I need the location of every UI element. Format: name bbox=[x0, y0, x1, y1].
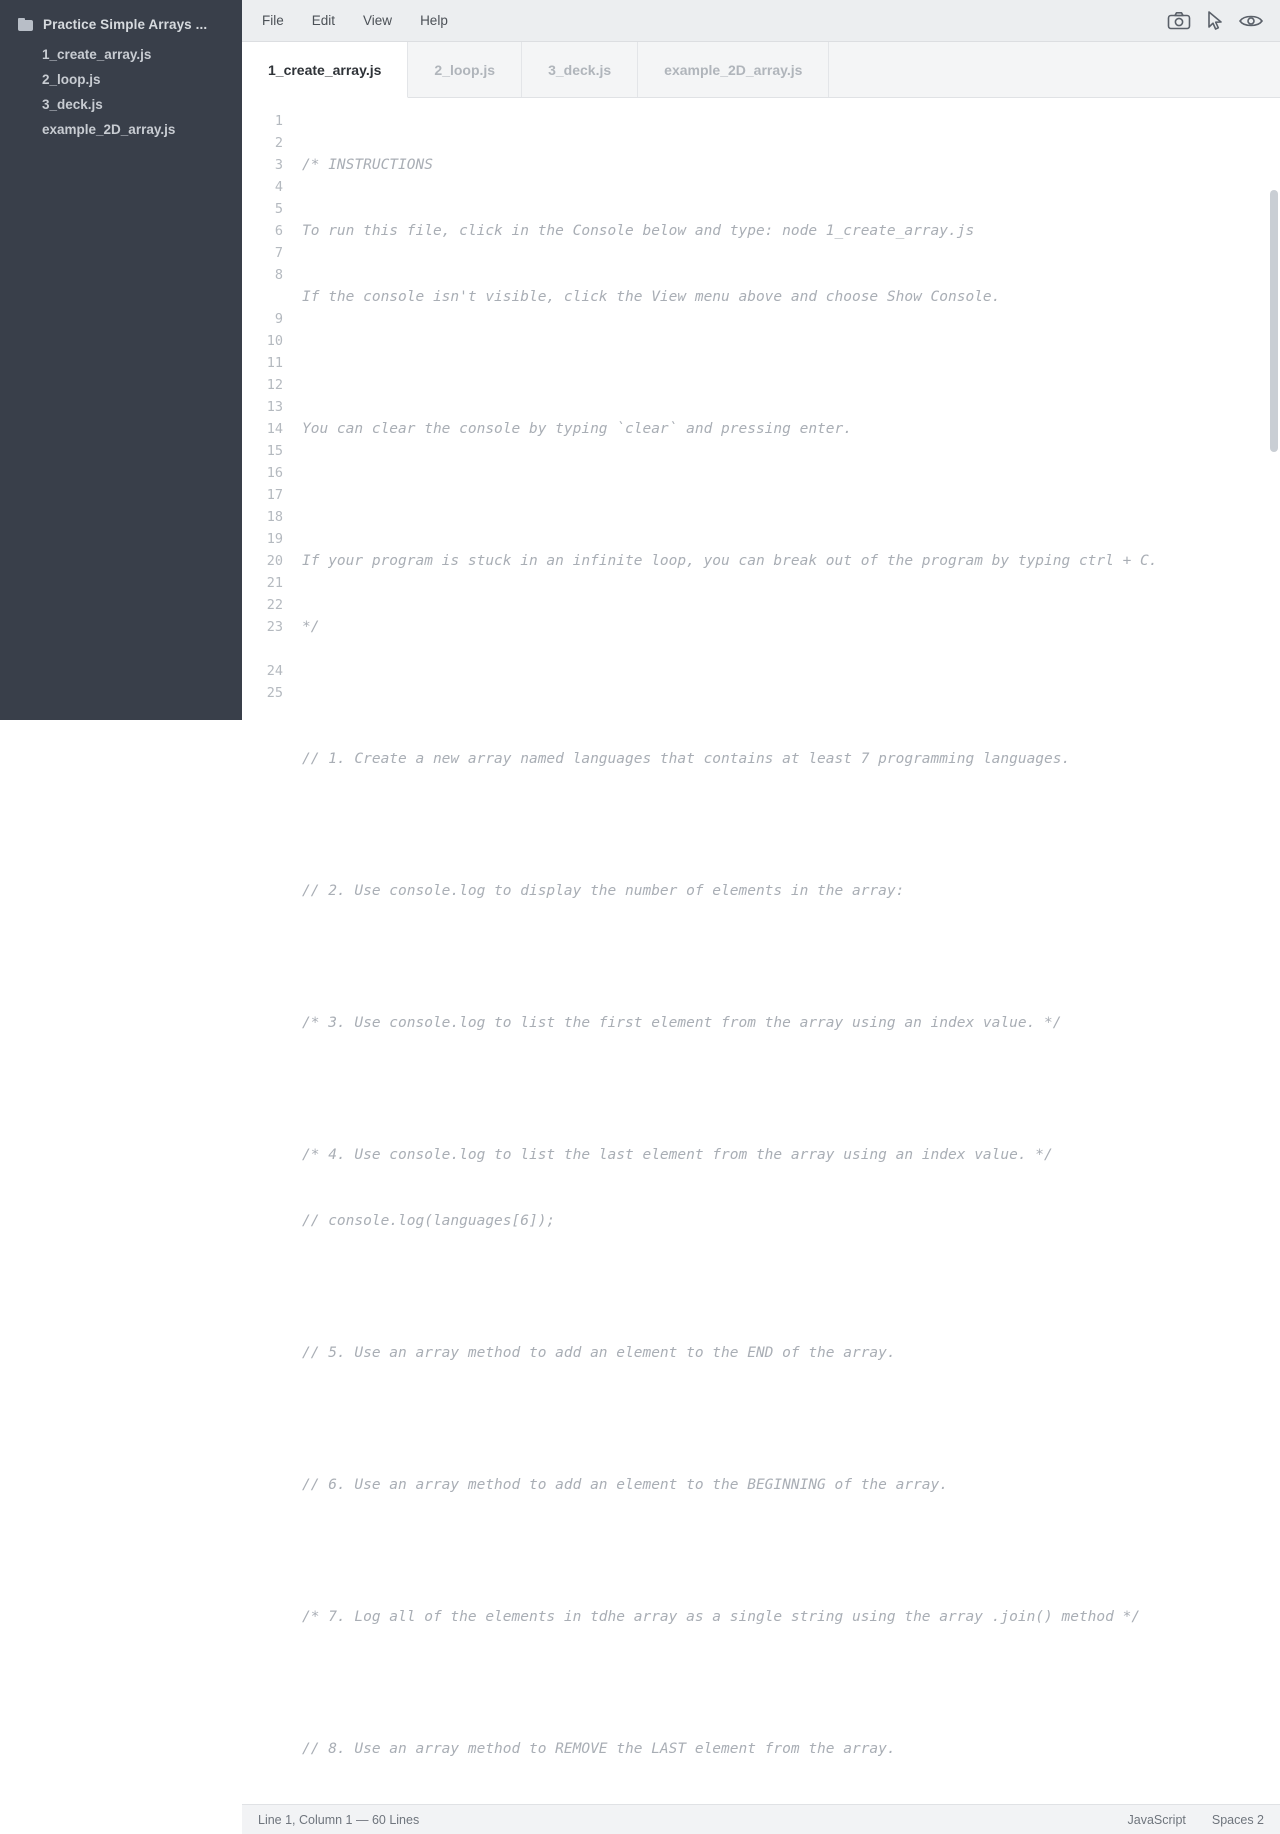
cursor-position: Line 1, Column 1 — 60 Lines bbox=[258, 1812, 420, 1827]
camera-icon[interactable] bbox=[1164, 7, 1194, 35]
code-line bbox=[302, 352, 1250, 374]
status-bar bbox=[242, 1804, 1280, 1834]
sidebar bbox=[0, 0, 242, 720]
menu-help[interactable]: Help bbox=[420, 13, 448, 28]
line-number: 13 bbox=[266, 399, 283, 415]
line-number: 19 bbox=[266, 531, 283, 547]
code-line: // 2. Use console.log to display the number of elements in the array: bbox=[302, 883, 905, 899]
line-number: 25 bbox=[266, 685, 283, 701]
code-line bbox=[302, 946, 1250, 968]
menu-edit[interactable]: Edit bbox=[311, 13, 336, 28]
line-number: 6 bbox=[274, 223, 283, 239]
indent-setting[interactable]: Spaces 2 bbox=[1211, 1812, 1264, 1827]
tab-bar bbox=[242, 42, 1280, 98]
code-line: // 6. Use an array method to add an element to the BEGINNING of the array. bbox=[302, 1477, 949, 1493]
line-number-gutter bbox=[242, 98, 292, 1804]
line-number: 4 bbox=[274, 179, 283, 195]
code-line bbox=[302, 814, 1250, 836]
main-area bbox=[242, 0, 1280, 1827]
tab-1-create-array[interactable]: 1_create_array.js bbox=[242, 42, 408, 98]
line-number: 15 bbox=[266, 443, 283, 459]
line-number: 18 bbox=[266, 509, 283, 525]
code-line: // console.log(languages[6]); bbox=[302, 1213, 556, 1229]
line-number: 3 bbox=[274, 157, 283, 173]
tab-3-deck[interactable]: 3_deck.js bbox=[522, 42, 638, 97]
line-number: 20 bbox=[266, 553, 283, 569]
folder-icon bbox=[18, 19, 33, 31]
editor-scrollbar-thumb[interactable] bbox=[1270, 190, 1278, 452]
line-number: 2 bbox=[274, 135, 283, 151]
line-number: 10 bbox=[266, 333, 283, 349]
line-number: 1 bbox=[274, 113, 283, 129]
cursor-icon[interactable] bbox=[1200, 7, 1230, 35]
tab-bar-filler bbox=[829, 42, 1280, 97]
code-line bbox=[302, 484, 1250, 506]
sidebar-item-2-loop[interactable]: 2_loop.js bbox=[42, 72, 101, 87]
code-line: /* INSTRUCTIONS bbox=[302, 157, 433, 173]
editor-scrollbar[interactable] bbox=[1270, 102, 1278, 672]
code-text[interactable] bbox=[292, 98, 1280, 1804]
project-name: Practice Simple Arrays ... bbox=[43, 17, 208, 32]
menu-file[interactable]: File bbox=[262, 13, 284, 28]
sidebar-item-3-deck[interactable]: 3_deck.js bbox=[42, 97, 103, 112]
sidebar-item-example-2d-array[interactable]: example_2D_array.js bbox=[42, 122, 176, 137]
line-number: 9 bbox=[274, 311, 283, 327]
line-number: 12 bbox=[266, 377, 283, 393]
tab-example-2d-array[interactable]: example_2D_array.js bbox=[638, 42, 829, 97]
code-line bbox=[302, 1276, 1250, 1298]
code-line: // 8. Use an array method to REMOVE the LAST element from the array. bbox=[302, 1741, 896, 1757]
menu-view[interactable]: View bbox=[363, 13, 393, 28]
code-line: // 1. Create a new array named languages that contains at least 7 programming languages. bbox=[302, 751, 1071, 767]
line-number: 24 bbox=[266, 663, 283, 679]
line-number: 22 bbox=[266, 597, 283, 613]
language-mode[interactable]: JavaScript bbox=[1127, 1812, 1186, 1827]
line-number: 5 bbox=[274, 201, 283, 217]
sidebar-item-1-create-array[interactable]: 1_create_array.js bbox=[42, 47, 152, 62]
line-number: 17 bbox=[266, 487, 283, 503]
line-number: 16 bbox=[266, 465, 283, 481]
code-line: You can clear the console by typing `clear` and pressing enter. bbox=[302, 421, 852, 437]
code-line bbox=[302, 1672, 1250, 1694]
code-editor[interactable] bbox=[242, 98, 1280, 1804]
eye-icon[interactable] bbox=[1236, 7, 1266, 35]
code-line: If your program is stuck in an infinite loop, you can break out of the program by typing ctrl + C. bbox=[302, 553, 1158, 569]
code-line bbox=[302, 682, 1250, 704]
line-number: 14 bbox=[266, 421, 283, 437]
line-number: 21 bbox=[266, 575, 283, 591]
code-line: If the console isn't visible, click the View menu above and choose Show Console. bbox=[302, 289, 1001, 305]
project-row[interactable] bbox=[0, 13, 242, 36]
code-line: /* 4. Use console.log to list the last element from the array using an index value. */ bbox=[302, 1147, 1053, 1163]
code-line bbox=[302, 1540, 1250, 1562]
code-line: /* 7. Log all of the elements in tdhe array as a single string using the array .join() method */ bbox=[302, 1609, 1141, 1625]
code-line bbox=[302, 1408, 1250, 1430]
tab-2-loop[interactable]: 2_loop.js bbox=[408, 42, 522, 97]
code-line: */ bbox=[302, 619, 320, 635]
code-line: /* 3. Use console.log to list the first element from the array using an index value. */ bbox=[302, 1015, 1062, 1031]
file-list bbox=[0, 42, 242, 142]
line-number: 7 bbox=[274, 245, 283, 261]
line-number: 23 bbox=[266, 619, 283, 635]
menu-bar bbox=[242, 0, 1280, 42]
code-line: // 5. Use an array method to add an element to the END of the array. bbox=[302, 1345, 896, 1361]
line-number: 8 bbox=[274, 267, 283, 283]
code-line bbox=[302, 1078, 1250, 1100]
line-number: 11 bbox=[266, 355, 283, 371]
code-line: To run this file, click in the Console below and type: node 1_create_array.js bbox=[302, 223, 975, 239]
